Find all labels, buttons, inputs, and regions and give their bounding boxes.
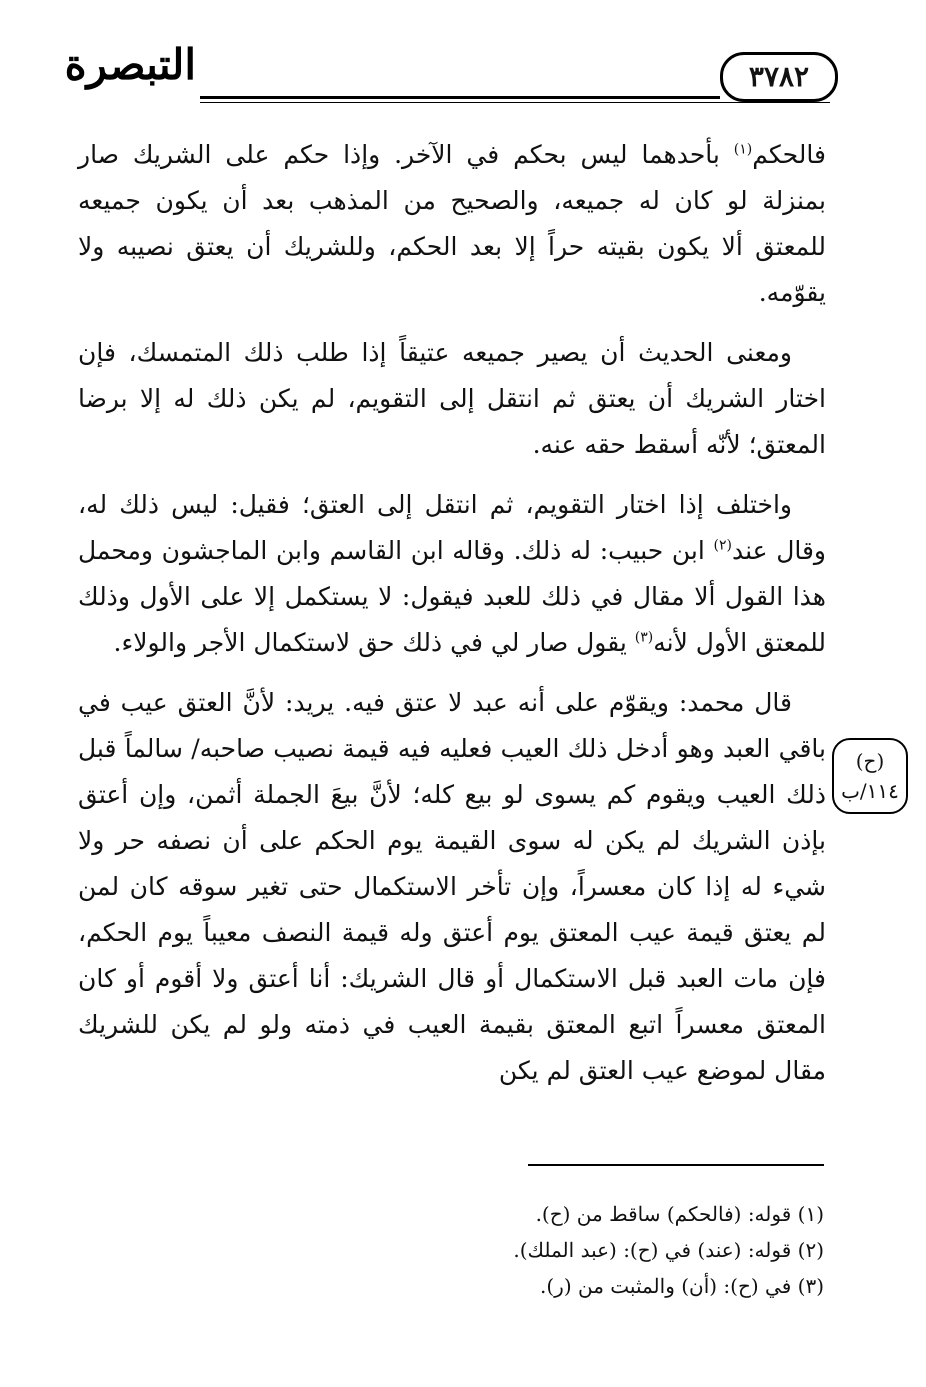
folio-source: (ح) — [855, 749, 885, 773]
footnote-mark: (٣) — [634, 629, 654, 646]
header-rule — [200, 96, 720, 99]
manuscript-folio-note — [832, 738, 908, 814]
folio-number: ١١٤/ب — [841, 779, 899, 803]
paragraph: واختلف إذا اختار التقويم، ثم انتقل إلى العتق؛ فقيل: ليس ذلك له، وقال عند$^{(٢)}$ ابن حبيب: له ذلك. وقاله ابن القاسم وابن الماجشون ومحمل هذا القول ألا مقال في ذلك للعبد فيقول: لا يستكمل إلا على الأول وذلك للمعتق الأول لأنه$^{(٣)}$ يقول صار لي في ذلك حق لاستكمال الأجر والولاء. — [78, 490, 826, 657]
footnote: (٢) قوله: (عند) في (ح): (عبد الملك). — [513, 1238, 824, 1262]
paragraph: ومعنى الحديث أن يصير جميعه عتيقاً إذا طلب ذلك المتمسك، فإن اختار الشريك أن يعتق ثم انتقل إلى التقويم، لم يكن ذلك له إلا برضا المعتق؛ لأنّه أسقط حقه عنه. — [78, 338, 826, 459]
footnote-mark: (٢) — [713, 537, 732, 554]
paragraph: قال محمد: ويقوّم على أنه عبد لا عتق فيه. يريد: لأنَّ العتق عيب في باقي العبد وهو أدخل ذلك العيب فعليه فيه قيمة نصيب صاحبه/ سالماً قبل ذلك العيب ويقوم كم يسوى لو بيع كله؛ لأنَّ بيعَ الجملة أثمن، وإن أعتق بإذن الشريك لم يكن له سوى القيمة يوم الحكم على أن نصفه حر ولا شيء له إذا كان معسراً، وإن تأخر الاستكمال حتى تغير سوقه كان لمن لم يعتق قيمة عيب المعتق يوم أعتق وله قيمة النصف معيباً يوم الحكم، فإن مات العبد قبل الاستكمال أو قال الشريك: أنا أعتق ولا أقوم أو كان المعتق معسراً اتبع المعتق بقيمة العيب في ذمته ولو لم يكن للشريك مقال لموضع عيب العتق لم يكن — [78, 688, 826, 1085]
footnote-separator — [528, 1164, 824, 1166]
header-rule-thin — [200, 102, 830, 103]
book-title-logo: التبصرة — [64, 40, 196, 89]
paragraph: فالحكم$^{(١)}$ بأحدهما ليس بحكم في الآخر. وإذا حكم على الشريك صار بمنزلة لو كان له جميعه، والصحيح من المذهب بعد أن يكون جميعه للمعتق ألا يكون بقيته حراً إلا بعد الحكم، وللشريك أن يعتق نصيبه ولا يقوّمه. — [78, 140, 826, 307]
main-text — [78, 132, 826, 1108]
footnotes — [78, 1196, 824, 1304]
footnote-mark: (١) — [733, 141, 753, 158]
footnote: (١) قوله: (فالحكم) ساقط من (ح). — [535, 1202, 824, 1226]
page-number: ٣٧٨٢ — [720, 52, 838, 102]
footnote: (٣) في (ح): (أن) والمثبت من (ر). — [540, 1274, 824, 1298]
